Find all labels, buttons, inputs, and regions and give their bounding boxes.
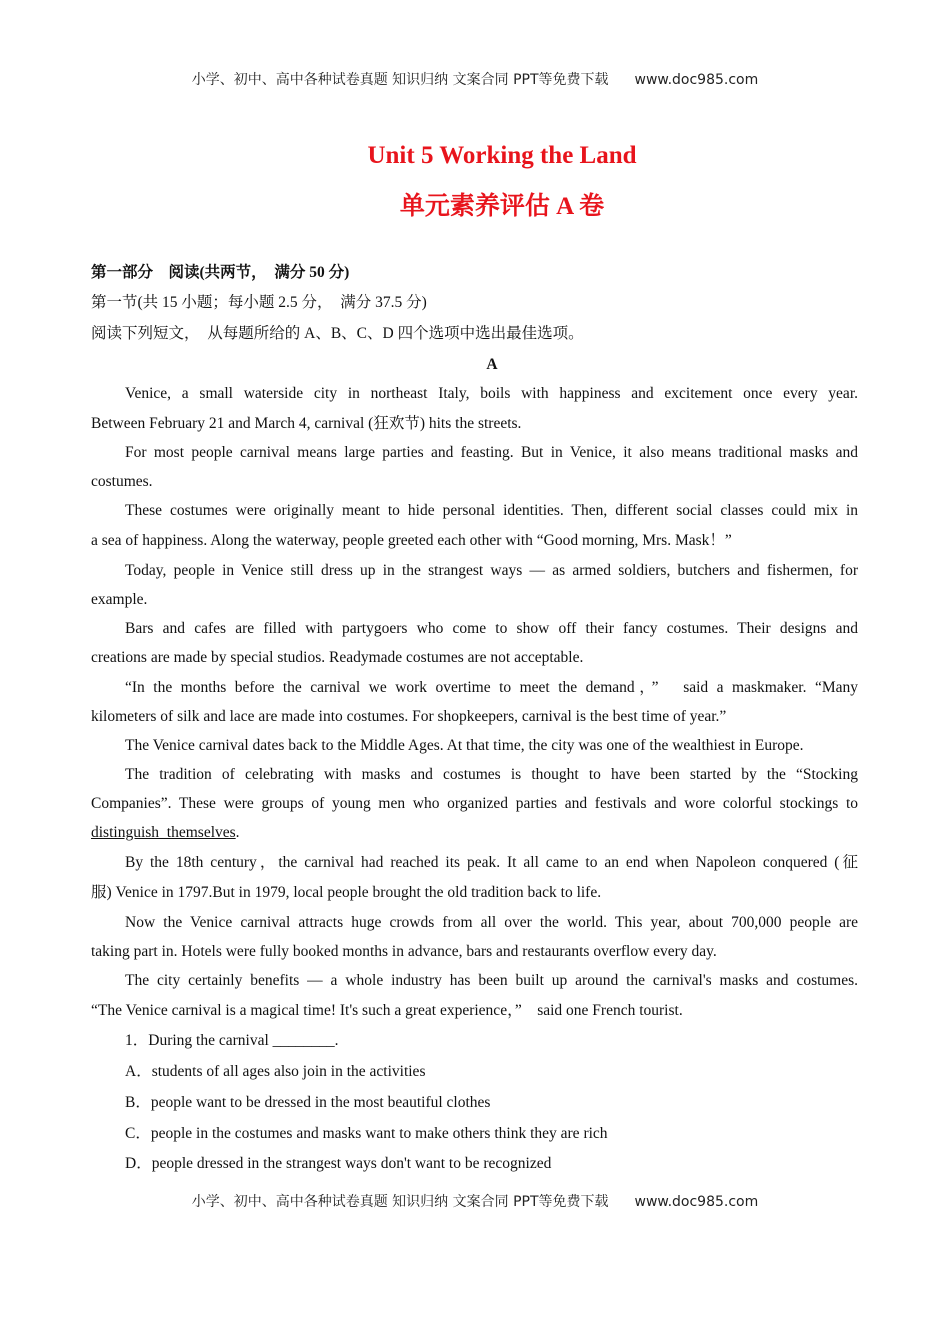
passage-line: By the 18th century，the carnival had reached its peak. It all came to an end when Napoleon conquered (征 bbox=[125, 854, 858, 871]
section-part-heading: 第一部分 阅读(共两节， 满分 50 分) bbox=[91, 264, 350, 281]
title-english: Unit 5 Working the Land bbox=[367, 142, 637, 169]
passage-line: Between February 21 and March 4, carnival (狂欢节) hits the streets. bbox=[91, 415, 522, 432]
passage-line: costumes. bbox=[91, 473, 153, 490]
passage-line: Now the Venice carnival attracts huge crowds from all over the world. This year, about 700,000 people are bbox=[125, 914, 858, 931]
passage-line: The Venice carnival dates back to the Middle Ages. At that time, the city was one of the wealthiest in Europe. bbox=[125, 737, 804, 754]
passage-line: Companies”. These were groups of young men who organized parties and festivals and wore colorful stockings to bbox=[91, 795, 858, 812]
footer-text: 小学、初中、高中各种试卷真题 知识归纳 文案合同 PPT等免费下载 bbox=[191, 1194, 609, 1210]
footer-url[interactable]: www.doc985.com bbox=[634, 1194, 759, 1210]
passage-line: Today, people in Venice still dress up in the strangest ways — as armed soldiers, butchers and fishermen, for bbox=[125, 562, 858, 579]
option-b: B．people want to be dressed in the most beautiful clothes bbox=[125, 1094, 491, 1111]
passage-line: The tradition of celebrating with masks and costumes is thought to have been started by the “Stocking bbox=[125, 766, 858, 783]
underlined-phrase: distinguish_themselves bbox=[91, 824, 236, 841]
section-instruction: 阅读下列短文， 从每题所给的 A、B、C、D 四个选项中选出最佳选项。 bbox=[91, 325, 584, 342]
passage-line: “The Venice carnival is a magical time! It's such a great experience，” said one French tourist. bbox=[91, 1002, 683, 1019]
passage-text: . bbox=[235, 824, 240, 841]
question-stem: 1．During the carnival ________. bbox=[125, 1032, 339, 1049]
passage-line: example. bbox=[91, 591, 148, 608]
passage-line: Venice, a small waterside city in northeast Italy, boils with happiness and excitement once every year. bbox=[125, 385, 858, 402]
passage-line: 服) Venice in 1797.But in 1979, local people brought the old tradition back to life. bbox=[91, 884, 602, 901]
passage-line: These costumes were originally meant to hide personal identities. Then, different social classes could mix in bbox=[125, 502, 858, 519]
page-footer bbox=[0, 1191, 950, 1211]
option-a: A．students of all ages also join in the activities bbox=[125, 1063, 426, 1080]
passage-line: The city certainly benefits — a whole industry has been built up around the carnival's masks and costumes. bbox=[125, 972, 858, 989]
section-sub-heading: 第一节(共 15 小题；每小题 2.5 分， 满分 37.5 分) bbox=[91, 294, 427, 311]
passage-line: kilometers of silk and lace are made into costumes. For shopkeepers, carnival is the best time of year.” bbox=[91, 708, 727, 725]
header-url[interactable]: www.doc985.com bbox=[634, 72, 759, 88]
title-chinese: 单元素养评估 A 卷 bbox=[399, 193, 605, 220]
passage-line: “In the months before the carnival we work overtime to meet the demand，” said a maskmaker. “Many bbox=[125, 679, 858, 696]
option-d: D．people dressed in the strangest ways don't want to be recognized bbox=[125, 1155, 552, 1172]
passage-line: taking part in. Hotels were fully booked months in advance, bars and restaurants overflow every day. bbox=[91, 943, 717, 960]
option-c: C．people in the costumes and masks want to make others think they are rich bbox=[125, 1125, 608, 1142]
passage-line: For most people carnival means large parties and feasting. But in Venice, it also means traditional masks and bbox=[125, 444, 858, 461]
passage-line: a sea of happiness. Along the waterway, people greeted each other with “Good morning, Mrs. Mask！” bbox=[91, 532, 732, 549]
page-header bbox=[0, 69, 950, 89]
passage-line: Bars and cafes are filled with partygoers who come to show off their fancy costumes. Their designs and bbox=[125, 620, 858, 637]
header-text: 小学、初中、高中各种试卷真题 知识归纳 文案合同 PPT等免费下载 bbox=[191, 72, 609, 88]
passage-label: A bbox=[486, 356, 498, 373]
passage-line: creations are made by special studios. Readymade costumes are not acceptable. bbox=[91, 649, 584, 666]
passage-line bbox=[91, 823, 858, 843]
